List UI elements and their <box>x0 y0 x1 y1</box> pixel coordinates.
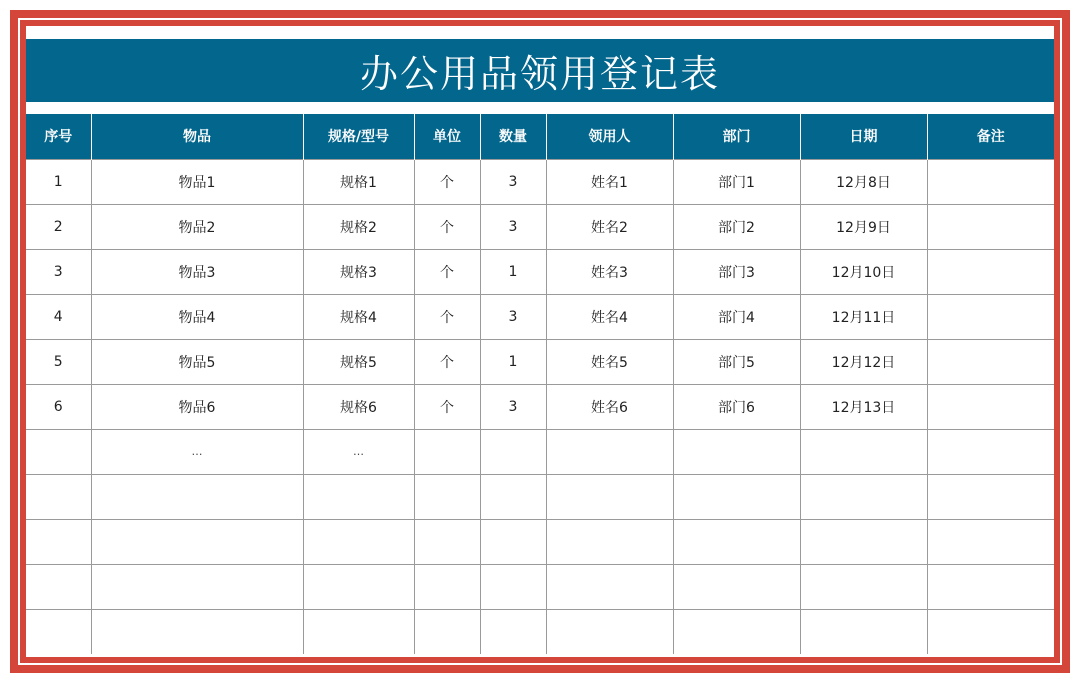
cell-unit[interactable] <box>414 564 480 609</box>
cell-spec[interactable]: 规格3 <box>303 249 414 294</box>
cell-department[interactable]: 部门1 <box>673 159 800 204</box>
header-spec[interactable]: 规格/型号 <box>303 114 414 159</box>
table-row <box>26 474 1054 519</box>
cell-recipient[interactable] <box>546 609 673 654</box>
header-row <box>26 114 1054 159</box>
cell-spec[interactable] <box>303 609 414 654</box>
cell-serial[interactable]: 4 <box>26 294 91 339</box>
table-row <box>26 294 1054 339</box>
cell-unit[interactable] <box>414 519 480 564</box>
header-date[interactable]: 日期 <box>800 114 927 159</box>
cell-item[interactable] <box>91 609 303 654</box>
header-remarks[interactable]: 备注 <box>927 114 1054 159</box>
cell-quantity[interactable] <box>480 474 546 519</box>
cell-department[interactable]: 部门3 <box>673 249 800 294</box>
cell-quantity[interactable] <box>480 519 546 564</box>
cell-spec[interactable] <box>303 519 414 564</box>
cell-unit[interactable] <box>414 609 480 654</box>
cell-recipient[interactable] <box>546 474 673 519</box>
cell-unit[interactable]: 个 <box>414 384 480 429</box>
cell-unit[interactable] <box>414 474 480 519</box>
cell-serial[interactable] <box>26 519 91 564</box>
cell-department[interactable] <box>673 564 800 609</box>
cell-serial[interactable]: 5 <box>26 339 91 384</box>
header-item[interactable]: 物品 <box>91 114 303 159</box>
cell-date[interactable]: 12月8日 <box>800 159 927 204</box>
cell-remarks[interactable] <box>927 204 1054 249</box>
cell-quantity[interactable]: 3 <box>480 159 546 204</box>
cell-date[interactable]: 12月9日 <box>800 204 927 249</box>
cell-spec[interactable]: 规格1 <box>303 159 414 204</box>
cell-item[interactable]: … <box>91 429 303 474</box>
cell-remarks[interactable] <box>927 519 1054 564</box>
cell-item[interactable] <box>91 519 303 564</box>
cell-item[interactable] <box>91 474 303 519</box>
cell-serial[interactable] <box>26 609 91 654</box>
header-recipient[interactable]: 领用人 <box>546 114 673 159</box>
cell-quantity[interactable] <box>480 609 546 654</box>
cell-recipient[interactable]: 姓名4 <box>546 294 673 339</box>
table-row <box>26 519 1054 564</box>
cell-quantity[interactable] <box>480 564 546 609</box>
cell-recipient[interactable]: 姓名6 <box>546 384 673 429</box>
table-row <box>26 429 1054 474</box>
cell-remarks[interactable] <box>927 474 1054 519</box>
cell-item[interactable]: 物品4 <box>91 294 303 339</box>
cell-date[interactable] <box>800 564 927 609</box>
cell-recipient[interactable]: 姓名1 <box>546 159 673 204</box>
cell-spec[interactable] <box>303 564 414 609</box>
cell-item[interactable]: 物品2 <box>91 204 303 249</box>
cell-spec[interactable] <box>303 474 414 519</box>
cell-department[interactable]: 部门6 <box>673 384 800 429</box>
cell-serial[interactable] <box>26 564 91 609</box>
cell-serial[interactable]: 2 <box>26 204 91 249</box>
cell-department[interactable]: 部门2 <box>673 204 800 249</box>
header-department[interactable]: 部门 <box>673 114 800 159</box>
cell-recipient[interactable] <box>546 429 673 474</box>
cell-department[interactable]: 部门5 <box>673 339 800 384</box>
cell-recipient[interactable]: 姓名5 <box>546 339 673 384</box>
requisition-table <box>26 114 1054 654</box>
cell-spec[interactable]: 规格2 <box>303 204 414 249</box>
cell-item[interactable]: 物品3 <box>91 249 303 294</box>
table-row <box>26 564 1054 609</box>
cell-unit[interactable]: 个 <box>414 159 480 204</box>
header-serial[interactable]: 序号 <box>26 114 91 159</box>
cell-serial[interactable]: 1 <box>26 159 91 204</box>
cell-remarks[interactable] <box>927 249 1054 294</box>
cell-recipient[interactable]: 姓名3 <box>546 249 673 294</box>
cell-department[interactable]: 部门4 <box>673 294 800 339</box>
cell-remarks[interactable] <box>927 429 1054 474</box>
cell-unit[interactable] <box>414 429 480 474</box>
cell-remarks[interactable] <box>927 339 1054 384</box>
table-row <box>26 159 1054 204</box>
sheet-title: 办公用品领用登记表 <box>359 52 720 96</box>
table-row <box>26 609 1054 654</box>
cell-date[interactable] <box>800 474 927 519</box>
cell-recipient[interactable]: 姓名2 <box>546 204 673 249</box>
cell-spec[interactable]: 规格4 <box>303 294 414 339</box>
table-row <box>26 384 1054 429</box>
cell-quantity[interactable]: 1 <box>480 339 546 384</box>
cell-date[interactable] <box>800 429 927 474</box>
cell-department[interactable] <box>673 429 800 474</box>
cell-remarks[interactable] <box>927 159 1054 204</box>
cell-unit[interactable]: 个 <box>414 339 480 384</box>
cell-date[interactable]: 12月12日 <box>800 339 927 384</box>
cell-serial[interactable]: 6 <box>26 384 91 429</box>
cell-serial[interactable] <box>26 474 91 519</box>
cell-department[interactable] <box>673 609 800 654</box>
cell-quantity[interactable] <box>480 429 546 474</box>
cell-date[interactable]: 12月13日 <box>800 384 927 429</box>
title-banner <box>26 39 1054 102</box>
cell-spec[interactable]: … <box>303 429 414 474</box>
cell-unit[interactable]: 个 <box>414 294 480 339</box>
table-row <box>26 249 1054 294</box>
cell-recipient[interactable] <box>546 564 673 609</box>
cell-serial[interactable]: 3 <box>26 249 91 294</box>
cell-item[interactable] <box>91 564 303 609</box>
cell-recipient[interactable] <box>546 519 673 564</box>
cell-spec[interactable]: 规格6 <box>303 384 414 429</box>
header-unit[interactable]: 单位 <box>414 114 480 159</box>
cell-quantity[interactable]: 1 <box>480 249 546 294</box>
cell-item[interactable]: 物品1 <box>91 159 303 204</box>
cell-date[interactable]: 12月11日 <box>800 294 927 339</box>
cell-date[interactable] <box>800 519 927 564</box>
cell-department[interactable] <box>673 474 800 519</box>
cell-date[interactable]: 12月10日 <box>800 249 927 294</box>
cell-remarks[interactable] <box>927 294 1054 339</box>
header-quantity[interactable]: 数量 <box>480 114 546 159</box>
cell-unit[interactable]: 个 <box>414 204 480 249</box>
cell-serial[interactable] <box>26 429 91 474</box>
cell-item[interactable]: 物品6 <box>91 384 303 429</box>
cell-quantity[interactable]: 3 <box>480 294 546 339</box>
cell-remarks[interactable] <box>927 564 1054 609</box>
cell-date[interactable] <box>800 609 927 654</box>
cell-remarks[interactable] <box>927 384 1054 429</box>
table-row <box>26 204 1054 249</box>
cell-spec[interactable]: 规格5 <box>303 339 414 384</box>
cell-unit[interactable]: 个 <box>414 249 480 294</box>
cell-remarks[interactable] <box>927 609 1054 654</box>
table-row <box>26 339 1054 384</box>
cell-item[interactable]: 物品5 <box>91 339 303 384</box>
cell-quantity[interactable]: 3 <box>480 204 546 249</box>
cell-quantity[interactable]: 3 <box>480 384 546 429</box>
cell-department[interactable] <box>673 519 800 564</box>
